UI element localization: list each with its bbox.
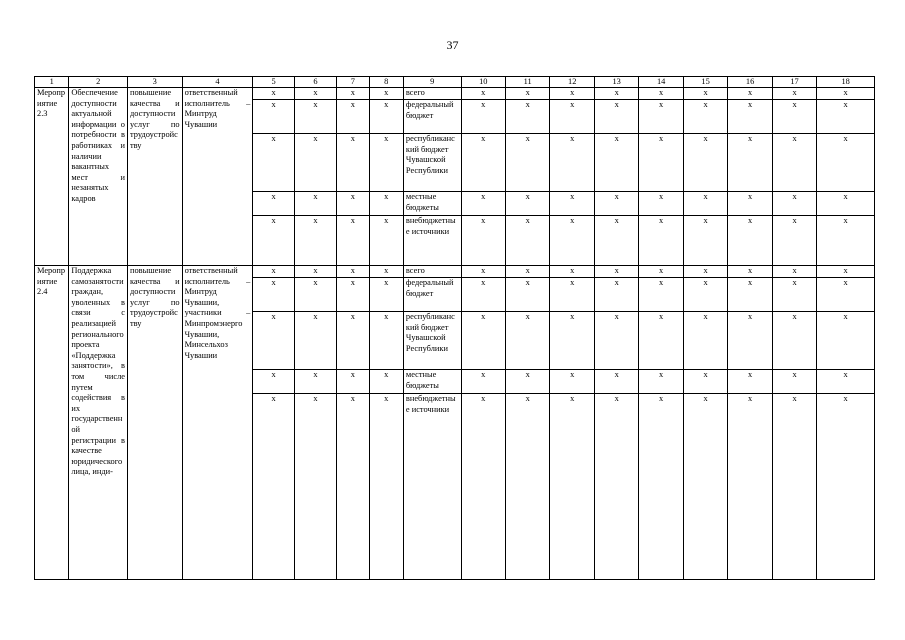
- mark-cell: x: [253, 278, 294, 312]
- mark-cell: x: [550, 394, 594, 580]
- mark-cell: x: [294, 394, 336, 580]
- mark-cell: x: [294, 88, 336, 100]
- mark-cell: x: [369, 370, 403, 394]
- mark-cell: x: [550, 370, 594, 394]
- mark-cell: x: [817, 370, 875, 394]
- funding-source-cell: всего: [403, 266, 461, 278]
- col-header: 17: [772, 77, 816, 88]
- col-header: 16: [728, 77, 772, 88]
- mark-cell: x: [369, 134, 403, 192]
- mark-cell: x: [253, 312, 294, 370]
- mark-cell: x: [639, 266, 683, 278]
- mark-cell: x: [505, 312, 549, 370]
- col-header: 6: [294, 77, 336, 88]
- mark-cell: x: [253, 216, 294, 266]
- mark-cell: x: [639, 312, 683, 370]
- mark-cell: x: [594, 216, 638, 266]
- mark-cell: x: [461, 370, 505, 394]
- mark-cell: x: [772, 278, 816, 312]
- program-table: [34, 76, 875, 580]
- mark-cell: x: [728, 370, 772, 394]
- mark-cell: x: [461, 394, 505, 580]
- event-executor-cell: ответственный исполнитель – Минтруд Чувашии, участники – Минпромэнерго Чувашии, Минсельхоз Чувашии: [182, 266, 253, 580]
- mark-cell: x: [728, 100, 772, 134]
- mark-cell: x: [594, 192, 638, 216]
- funding-source-cell: местные бюджеты: [403, 192, 461, 216]
- mark-cell: x: [550, 88, 594, 100]
- mark-cell: x: [505, 192, 549, 216]
- mark-cell: x: [253, 266, 294, 278]
- col-header: 13: [594, 77, 638, 88]
- mark-cell: x: [817, 192, 875, 216]
- mark-cell: x: [683, 370, 727, 394]
- mark-cell: x: [294, 134, 336, 192]
- funding-source-cell: местные бюджеты: [403, 370, 461, 394]
- funding-source-cell: республиканский бюджет Чувашской Республики: [403, 134, 461, 192]
- mark-cell: x: [550, 192, 594, 216]
- mark-cell: x: [817, 88, 875, 100]
- mark-cell: x: [594, 266, 638, 278]
- mark-cell: x: [337, 370, 369, 394]
- mark-cell: x: [505, 88, 549, 100]
- funding-source-cell: всего: [403, 88, 461, 100]
- col-header: 1: [35, 77, 69, 88]
- col-header: 2: [69, 77, 128, 88]
- mark-cell: x: [683, 88, 727, 100]
- mark-cell: x: [369, 278, 403, 312]
- mark-cell: x: [728, 312, 772, 370]
- mark-cell: x: [728, 134, 772, 192]
- mark-cell: x: [728, 88, 772, 100]
- mark-cell: x: [728, 216, 772, 266]
- mark-cell: x: [817, 266, 875, 278]
- mark-cell: x: [550, 100, 594, 134]
- mark-cell: x: [294, 216, 336, 266]
- mark-cell: x: [337, 88, 369, 100]
- table-row: [35, 266, 875, 278]
- mark-cell: x: [461, 134, 505, 192]
- mark-cell: x: [639, 88, 683, 100]
- funding-source-cell: республиканский бюджет Чувашской Республики: [403, 312, 461, 370]
- mark-cell: x: [253, 100, 294, 134]
- mark-cell: x: [461, 216, 505, 266]
- funding-source-cell: внебюджетные источники: [403, 394, 461, 580]
- mark-cell: x: [337, 278, 369, 312]
- funding-source-cell: федеральный бюджет: [403, 278, 461, 312]
- funding-source-cell: федеральный бюджет: [403, 100, 461, 134]
- mark-cell: x: [294, 266, 336, 278]
- mark-cell: x: [550, 266, 594, 278]
- mark-cell: x: [337, 192, 369, 216]
- mark-cell: x: [594, 394, 638, 580]
- mark-cell: x: [772, 370, 816, 394]
- mark-cell: x: [550, 216, 594, 266]
- col-header: 3: [127, 77, 182, 88]
- mark-cell: x: [683, 278, 727, 312]
- mark-cell: x: [728, 394, 772, 580]
- mark-cell: x: [817, 216, 875, 266]
- mark-cell: x: [369, 216, 403, 266]
- mark-cell: x: [772, 88, 816, 100]
- mark-cell: x: [461, 192, 505, 216]
- mark-cell: x: [294, 192, 336, 216]
- mark-cell: x: [461, 88, 505, 100]
- mark-cell: x: [337, 216, 369, 266]
- mark-cell: x: [294, 370, 336, 394]
- mark-cell: x: [550, 134, 594, 192]
- mark-cell: x: [683, 134, 727, 192]
- mark-cell: x: [369, 100, 403, 134]
- mark-cell: x: [505, 266, 549, 278]
- header-row: [35, 77, 875, 88]
- mark-cell: x: [683, 216, 727, 266]
- mark-cell: x: [337, 100, 369, 134]
- mark-cell: x: [505, 100, 549, 134]
- col-header: 8: [369, 77, 403, 88]
- col-header: 5: [253, 77, 294, 88]
- mark-cell: x: [253, 192, 294, 216]
- mark-cell: x: [772, 266, 816, 278]
- mark-cell: x: [337, 266, 369, 278]
- mark-cell: x: [294, 312, 336, 370]
- event-name-cell: Поддержка самозанятости граждан, уволенных в связи с реализацией регионального проекта «Поддержка занятости», в том числе путем содействия в их государственной регистрации в качестве юридического лица, инди-: [69, 266, 128, 580]
- mark-cell: x: [505, 394, 549, 580]
- mark-cell: x: [253, 134, 294, 192]
- col-header: 10: [461, 77, 505, 88]
- mark-cell: x: [337, 312, 369, 370]
- mark-cell: x: [594, 88, 638, 100]
- col-header: 11: [505, 77, 549, 88]
- mark-cell: x: [639, 216, 683, 266]
- event-result-cell: повышение качества и доступности услуг по трудоустройству: [127, 88, 182, 266]
- mark-cell: x: [461, 266, 505, 278]
- mark-cell: x: [369, 88, 403, 100]
- mark-cell: x: [461, 312, 505, 370]
- mark-cell: x: [594, 134, 638, 192]
- mark-cell: x: [772, 192, 816, 216]
- mark-cell: x: [550, 278, 594, 312]
- mark-cell: x: [639, 278, 683, 312]
- mark-cell: x: [505, 134, 549, 192]
- mark-cell: x: [639, 134, 683, 192]
- col-header: 15: [683, 77, 727, 88]
- event-result-cell: повышение качества и доступности услуг по трудоустройству: [127, 266, 182, 580]
- mark-cell: x: [550, 312, 594, 370]
- mark-cell: x: [594, 370, 638, 394]
- mark-cell: x: [772, 394, 816, 580]
- mark-cell: x: [505, 216, 549, 266]
- mark-cell: x: [505, 278, 549, 312]
- mark-cell: x: [728, 278, 772, 312]
- mark-cell: x: [683, 266, 727, 278]
- mark-cell: x: [461, 278, 505, 312]
- mark-cell: x: [728, 266, 772, 278]
- mark-cell: x: [683, 100, 727, 134]
- col-header: 7: [337, 77, 369, 88]
- table-row: [35, 88, 875, 100]
- mark-cell: x: [683, 192, 727, 216]
- mark-cell: x: [817, 134, 875, 192]
- mark-cell: x: [594, 100, 638, 134]
- mark-cell: x: [817, 278, 875, 312]
- mark-cell: x: [369, 312, 403, 370]
- col-header: 18: [817, 77, 875, 88]
- mark-cell: x: [337, 394, 369, 580]
- event-number-cell: Мероприятие 2.4: [35, 266, 69, 580]
- mark-cell: x: [369, 394, 403, 580]
- mark-cell: x: [772, 216, 816, 266]
- mark-cell: x: [817, 312, 875, 370]
- mark-cell: x: [772, 134, 816, 192]
- mark-cell: x: [683, 312, 727, 370]
- mark-cell: x: [294, 278, 336, 312]
- mark-cell: x: [505, 370, 549, 394]
- mark-cell: x: [369, 266, 403, 278]
- mark-cell: x: [639, 394, 683, 580]
- mark-cell: x: [683, 394, 727, 580]
- event-number-cell: Мероприятие 2.3: [35, 88, 69, 266]
- col-header: 14: [639, 77, 683, 88]
- page-number: 37: [446, 38, 459, 52]
- event-executor-cell: ответственный исполнитель – Минтруд Чувашии: [182, 88, 253, 266]
- mark-cell: x: [817, 100, 875, 134]
- mark-cell: x: [337, 134, 369, 192]
- mark-cell: x: [639, 192, 683, 216]
- mark-cell: x: [461, 100, 505, 134]
- funding-source-cell: внебюджетные источники: [403, 216, 461, 266]
- mark-cell: x: [728, 192, 772, 216]
- mark-cell: x: [639, 370, 683, 394]
- mark-cell: x: [294, 100, 336, 134]
- mark-cell: x: [369, 192, 403, 216]
- mark-cell: x: [772, 312, 816, 370]
- mark-cell: x: [639, 100, 683, 134]
- mark-cell: x: [594, 278, 638, 312]
- mark-cell: x: [253, 394, 294, 580]
- mark-cell: x: [772, 100, 816, 134]
- col-header: 12: [550, 77, 594, 88]
- col-header: 9: [403, 77, 461, 88]
- mark-cell: x: [817, 394, 875, 580]
- mark-cell: x: [253, 88, 294, 100]
- mark-cell: x: [253, 370, 294, 394]
- event-name-cell: Обеспечение доступности актуальной информации о потребности в работниках и наличии вакантных мест и незанятых кадров: [69, 88, 128, 266]
- mark-cell: x: [594, 312, 638, 370]
- col-header: 4: [182, 77, 253, 88]
